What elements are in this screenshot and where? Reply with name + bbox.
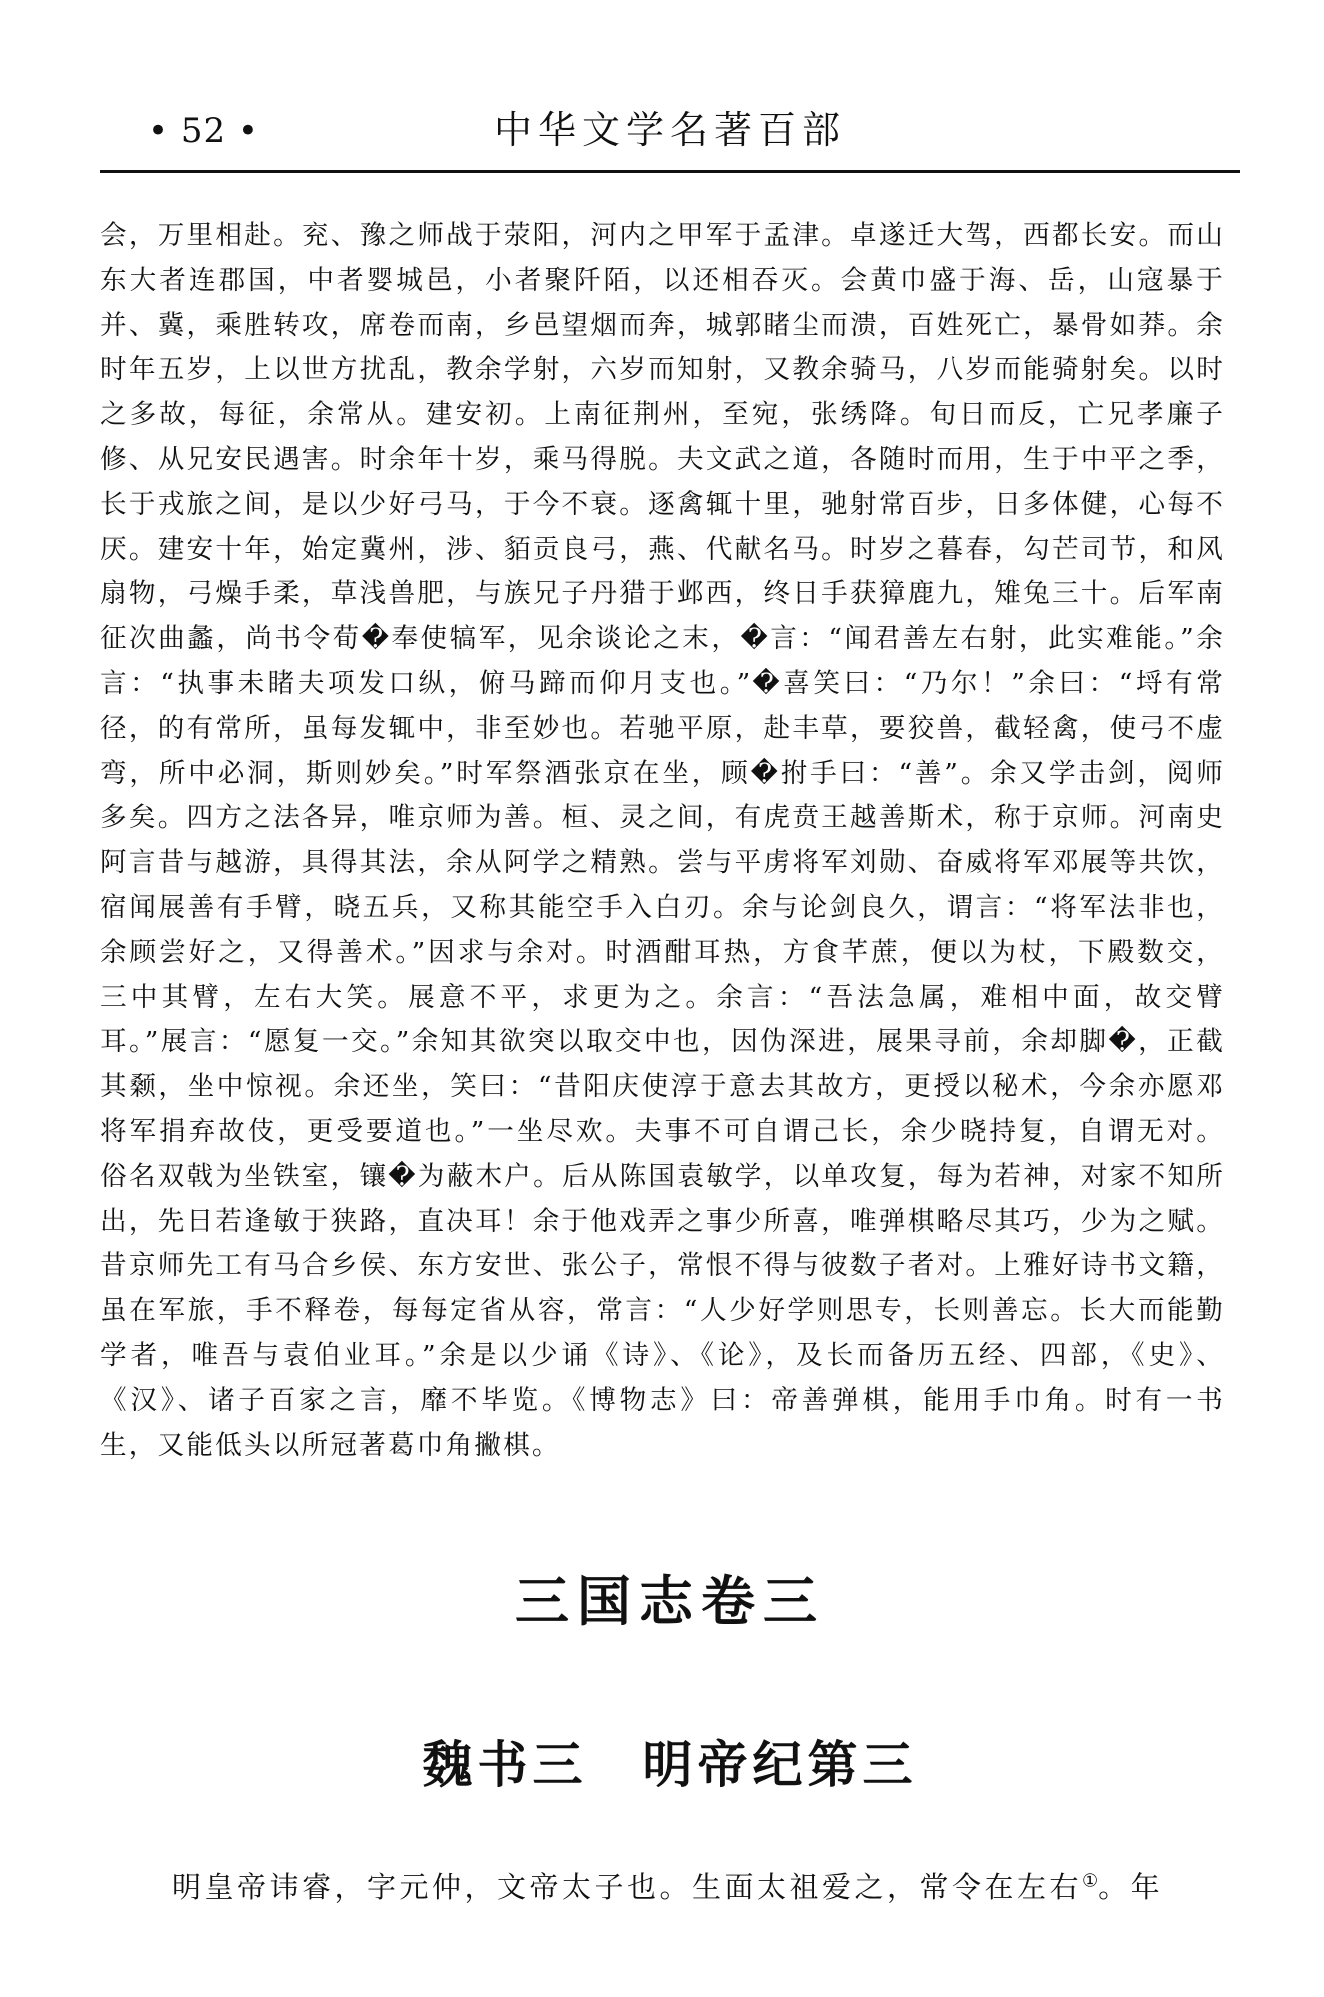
- footnote-marker[interactable]: ①: [1082, 1870, 1099, 1892]
- body-paragraph: 会，万里相赴。兖、豫之师战于荥阳，河内之甲军于孟津。卓遂迁大驾，西都长安。而山东大者连郡国，中者婴城邑，小者聚阡陌，以还相吞灭。会黄巾盛于海、岳，山寇暴于并、冀，乘胜转攻，席卷而南，乡邑望烟而奔，城郭睹尘而溃，百姓死亡，暴骨如莽。余时年五岁，上以世方扰乱，教余学射，六岁而知射，又教余骑马，八岁而能骑射矣。以时之多故，每征，余常从。建安初。上南征荆州，至宛，张绣降。旬日而反，亡兄孝廉子修、从兄安民遇害。时余年十岁，乘马得脱。夫文武之道，各随时而用，生于中平之季，长于戎旅之间，是以少好弓马，于今不衰。逐禽辄十里，驰射常百步，日多体健，心每不厌。建安十年，始定冀州，涉、貊贡良弓，燕、代献名马。时岁之暮春，勾芒司节，和风扇物，弓燥手柔，草浅兽肥，与族兄子丹猎于邺西，终日手获獐鹿九，雉兔三十。后军南征次曲蠡，尚书令荀�奉使犒军，见余谈论之末，�言：“闻君善左右射，此实难能。”余言：“执事未睹夫项发口纵，俯马蹄而仰月支也。”�喜笑曰：“乃尔！”余曰：“埒有常径，的有常所，虽每发辄中，非至妙也。若驰平原，赴丰草，要狡兽，截轻禽，使弓不虚弯，所中必洞，斯则妙矣。”时军祭酒张京在坐，顾�拊手曰：“善”。余又学击剑，阅师多矣。四方之法各异，唯京师为善。桓、灵之间，有虎贲王越善斯术，称于京师。河南史阿言昔与越游，具得其法，余从阿学之精熟。尝与平虏将军刘勋、奋威将军邓展等共饮，宿闻展善有手臂，晓五兵，又称其能空手入白刃。余与论剑良久，谓言：“将军法非也，余顾尝好之，又得善术。”因求与余对。时酒酣耳热，方食芊蔗，便以为杖，下殿数交，三中其臂，左右大笑。展意不平，求更为之。余言：“吾法急属，难相中面，故交臂耳。”展言：“愿复一交。”余知其欲突以取交中也，因伪深进，展果寻前，余却脚�，正截其颡，坐中惊视。余还坐，笑曰：“昔阳庆使淳于意去其故方，更授以秘术，今余亦愿邓将军捐弃故伎，更受要道也。”一坐尽欢。夫事不可自谓己长，余少晓持复，自谓无对。俗名双戟为坐铁室，镶�为蔽木户。后从陈国袁敏学，以单攻复，每为若神，对家不知所出，先日若逢敏于狭路，直决耳！余于他戏弄之事少所喜，唯弹棋略尽其巧，少为之赋。昔京师先工有马合乡侯、东方安世、张公子，常恨不得与彼数子者对。上雅好诗书文籍，虽在军旅，手不释卷，每每定省从容，常言：“人少好学则思专，长则善忘。长大而能勤学者，唯吾与袁伯业耳。”余是以少诵《诗》、《论》，及长而备历五经、四部，《史》、《汉》、诸子百家之言，靡不毕览。《博物志》曰：帝善弹棋，能用手巾角。时有一书生，又能低头以所冠著葛巾角撇棋。: [100, 220, 1225, 1461]
- section-title: 魏书三 明帝纪第三: [422, 1736, 918, 1794]
- volume-title: 三国志卷三: [515, 1570, 825, 1633]
- next-paragraph-text: 明皇帝讳睿，字元仲，文帝太子也。生面太祖爱之，常令在左右: [172, 1870, 1083, 1904]
- running-title: 中华文学名著百部: [493, 108, 846, 152]
- next-paragraph: [172, 1869, 1232, 1907]
- page-number: • 52 •: [148, 111, 259, 151]
- page-header: [100, 108, 1240, 172]
- next-paragraph-trailing: 。年: [1098, 1870, 1164, 1904]
- header-rule: [100, 170, 1240, 173]
